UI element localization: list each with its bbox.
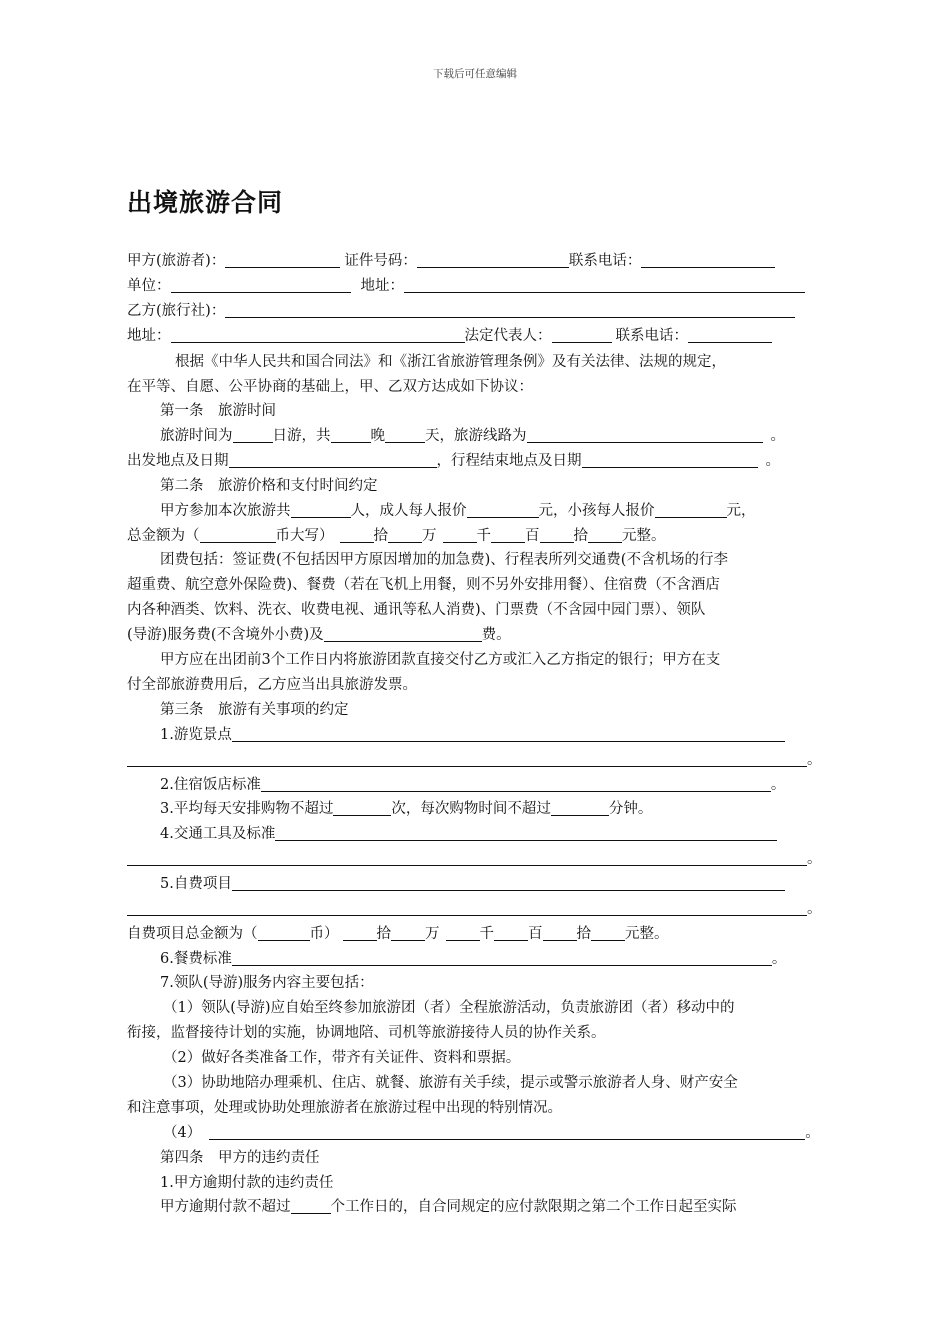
departure-row [127,452,780,470]
currency-field[interactable] [200,527,276,543]
travel-time-row [160,427,785,445]
guide-duty-3a: （3）协助地陪办理乘机、住店、就餐、旅游有关手续，提示或警示旅游者人身、财产安全 [163,1075,738,1091]
party-b-label: 乙方(旅行社)： [127,303,226,319]
agency-phone-label: 联系电话： [615,328,688,344]
other-fee-field[interactable] [324,626,482,642]
fee-line-4-text: (导游)服务费(不含境外小费)及 [127,627,324,643]
optional-total-row [127,925,669,943]
wan-field[interactable] [388,527,422,543]
period: 。 [770,428,785,444]
optional-items-field[interactable] [232,875,785,891]
fee-suffix: 费。 [481,627,511,643]
bai-field[interactable] [491,527,525,543]
sights-field-2[interactable] [127,751,807,767]
optional-currency-field[interactable] [258,925,310,941]
article-1-title: 第一条 旅游时间 [160,403,276,419]
guide-duty-4 [163,1124,820,1142]
period: 。 [805,1125,820,1141]
route-label: 天，旅游线路为 [425,428,527,444]
total-days-field[interactable] [385,427,425,443]
optional-items-field-2[interactable] [127,900,807,916]
ten-thousand-tens-field[interactable] [340,527,374,543]
qian-label: 千 [476,528,491,544]
fee-line-2: 超重费、航空意外保险费)、餐费（若在飞机上用餐，则不另外安排用餐）、住宿费（不含酒店 [127,577,720,593]
agency-phone-field[interactable] [688,327,772,343]
sights-field[interactable] [232,726,785,742]
item-3-row [160,800,652,818]
transport-label: 4.交通工具及标准 [160,826,276,842]
agency-address-label: 地址： [127,328,171,344]
opt-qian-field[interactable] [446,925,480,941]
article-4-section-1: 1.甲方逾期付款的违约责任 [160,1175,334,1191]
period: 。 [807,901,822,917]
party-a-phone-field[interactable] [641,252,775,268]
price-row [160,502,756,520]
late-payment-label: 甲方逾期付款不超过 [160,1199,291,1215]
duty-4-field[interactable] [209,1124,805,1140]
fee-line-4 [127,626,511,644]
meal-standard-label: 6.餐费标准 [160,951,232,967]
period: 。 [807,752,822,768]
departure-field[interactable] [229,452,437,468]
party-a-label: 甲方(旅游者)： [127,253,226,269]
qian-field[interactable] [443,527,477,543]
end-place-label: ，行程结束地点及日期 [436,453,582,469]
preamble-line-1: 根据《中华人民共和国合同法》和《浙江省旅游管理条例》及有关法律、法规的规定， [175,354,726,370]
shi-label: 拾 [376,926,391,942]
route-field[interactable] [527,427,763,443]
yuan-zheng-label: 元整。 [625,926,669,942]
unit-row [127,277,805,295]
duty-4-label: （4） [163,1125,202,1141]
party-a-row [127,252,775,270]
currency-caps-label: 币大写） [275,528,334,544]
unit-address-label: 地址： [360,278,404,294]
unit-field[interactable] [171,277,351,293]
total-amount-label: 总金额为（ [127,528,200,544]
hotel-standard-label: 2.住宿饭店标准 [160,777,261,793]
guide-duty-2: （2）做好各类准备工作，带齐有关证件、资料和票据。 [163,1050,521,1066]
participants-field[interactable] [291,502,351,518]
day-tour-label: 日游，共 [272,428,331,444]
agency-address-row [127,327,772,345]
agency-address-field[interactable] [171,327,465,343]
item-4-row [160,825,777,843]
item-1-continuation [127,751,822,769]
payment-line-1: 甲方应在出团前3个工作日内将旅游团款直接交付乙方或汇入乙方指定的银行；甲方在支 [160,652,721,668]
page-header: 下载后可任意编辑 [433,68,517,80]
item-2-row [160,776,785,794]
party-b-field[interactable] [225,302,795,318]
party-b-row [127,302,795,320]
party-a-name-field[interactable] [225,252,340,268]
child-price-label: 元，小孩每人报价 [538,503,655,519]
late-payment-row [160,1198,737,1216]
nights-field[interactable] [331,427,371,443]
shi-field[interactable] [540,527,574,543]
transport-field[interactable] [275,825,777,841]
total-amount-row [127,527,666,545]
late-payment-text: 个工作日的，自合同规定的应付款限期之第二个工作日起至实际 [330,1199,737,1215]
currency-label: 币） [309,926,339,942]
departure-label: 出发地点及日期 [127,453,229,469]
wan-label: 万 [425,926,440,942]
opt-bai-field[interactable] [494,925,528,941]
item-7-title: 7.领队(导游)服务内容主要包括： [160,975,374,991]
opt-yuan-field[interactable] [591,925,625,941]
hotel-standard-field[interactable] [261,776,771,792]
item-5-row [160,875,785,893]
period: 。 [770,777,786,793]
nights-label: 晚 [370,428,385,444]
unit-label: 单位： [127,278,171,294]
preamble-line-2: 在平等、自愿、公平协商的基础上，甲、乙双方达成如下协议： [127,379,533,395]
adult-price-label: 人，成人每人报价 [350,503,467,519]
fee-line-1: 团费包括：签证费(不包括因甲方原因增加的加急费)、行程表所列交通费(不含机场的行李 [160,552,728,568]
id-number-field[interactable] [417,252,569,268]
unit-address-field[interactable] [404,277,805,293]
article-2-title: 第二条 旅游价格和支付时间约定 [160,478,378,494]
item-6-row [160,950,786,968]
days-field[interactable] [233,427,273,443]
yuan-label: 元， [726,503,756,519]
minutes-label: 分钟。 [608,801,653,817]
shopping-duration-label: 次，每次购物时间不超过 [391,801,551,817]
period: 。 [765,453,780,469]
yuan-zheng-label: 元整。 [622,528,666,544]
legal-rep-label: 法定代表人： [464,328,552,344]
party-a-phone-label: 联系电话： [568,253,642,269]
article-3-title: 第三条 旅游有关事项的约定 [160,702,349,718]
id-number-label: 证件号码： [344,253,417,269]
sights-label: 1.游览景点 [160,727,232,743]
wan-label: 万 [422,528,437,544]
guide-duty-1a: （1）领队(导游)应自始至终参加旅游团（者）全程旅游活动，负责旅游团（者）移动中的 [163,1000,735,1016]
yuan-field[interactable] [588,527,622,543]
child-price-field[interactable] [655,502,727,518]
guide-duty-3b: 和注意事项，处理或协助处理旅游者在旅游过程中出现的特别情况。 [127,1100,562,1116]
optional-items-label: 5.自费项目 [160,876,232,892]
shopping-times-label: 3.平均每天安排购物不超过 [160,801,334,817]
bai-label: 百 [528,926,543,942]
shi-label-2: 拾 [573,528,588,544]
period: 。 [771,951,787,967]
item-4-continuation [127,850,822,868]
article-4-title: 第四条 甲方的违约责任 [160,1150,320,1166]
travel-time-label: 旅游时间为 [160,428,233,444]
transport-field-2[interactable] [127,850,807,866]
participants-label: 甲方参加本次旅游共 [160,503,291,519]
late-days-field[interactable] [291,1198,331,1214]
meal-standard-field[interactable] [232,950,772,966]
end-place-field[interactable] [582,452,758,468]
qian-label: 千 [479,926,494,942]
shopping-duration-field[interactable] [551,800,609,816]
opt-wan-field[interactable] [391,925,425,941]
opt-shi-field[interactable] [543,925,577,941]
item-1-row [160,726,785,744]
shopping-times-field[interactable] [333,800,391,816]
shi-label: 拾 [373,528,388,544]
adult-price-field[interactable] [467,502,539,518]
contract-title: 出境旅游合同 [127,188,284,217]
legal-rep-field[interactable] [552,327,612,343]
payment-line-2: 付全部旅游费用后，乙方应当出具旅游发票。 [127,677,417,693]
period: 。 [807,851,822,867]
fee-line-3: 内各种酒类、饮料、洗衣、收费电视、通讯等私人消费)、门票费（不含园中园门票）、领队 [127,602,706,618]
item-5-continuation [127,900,822,918]
optional-total-label: 自费项目总金额为（ [127,926,258,942]
bai-label: 百 [525,528,540,544]
shi-label-2: 拾 [576,926,591,942]
guide-duty-1b: 衔接，监督接待计划的实施，协调地陪、司机等旅游接待人员的协作关系。 [127,1025,606,1041]
opt-shi-wan-field[interactable] [343,925,377,941]
